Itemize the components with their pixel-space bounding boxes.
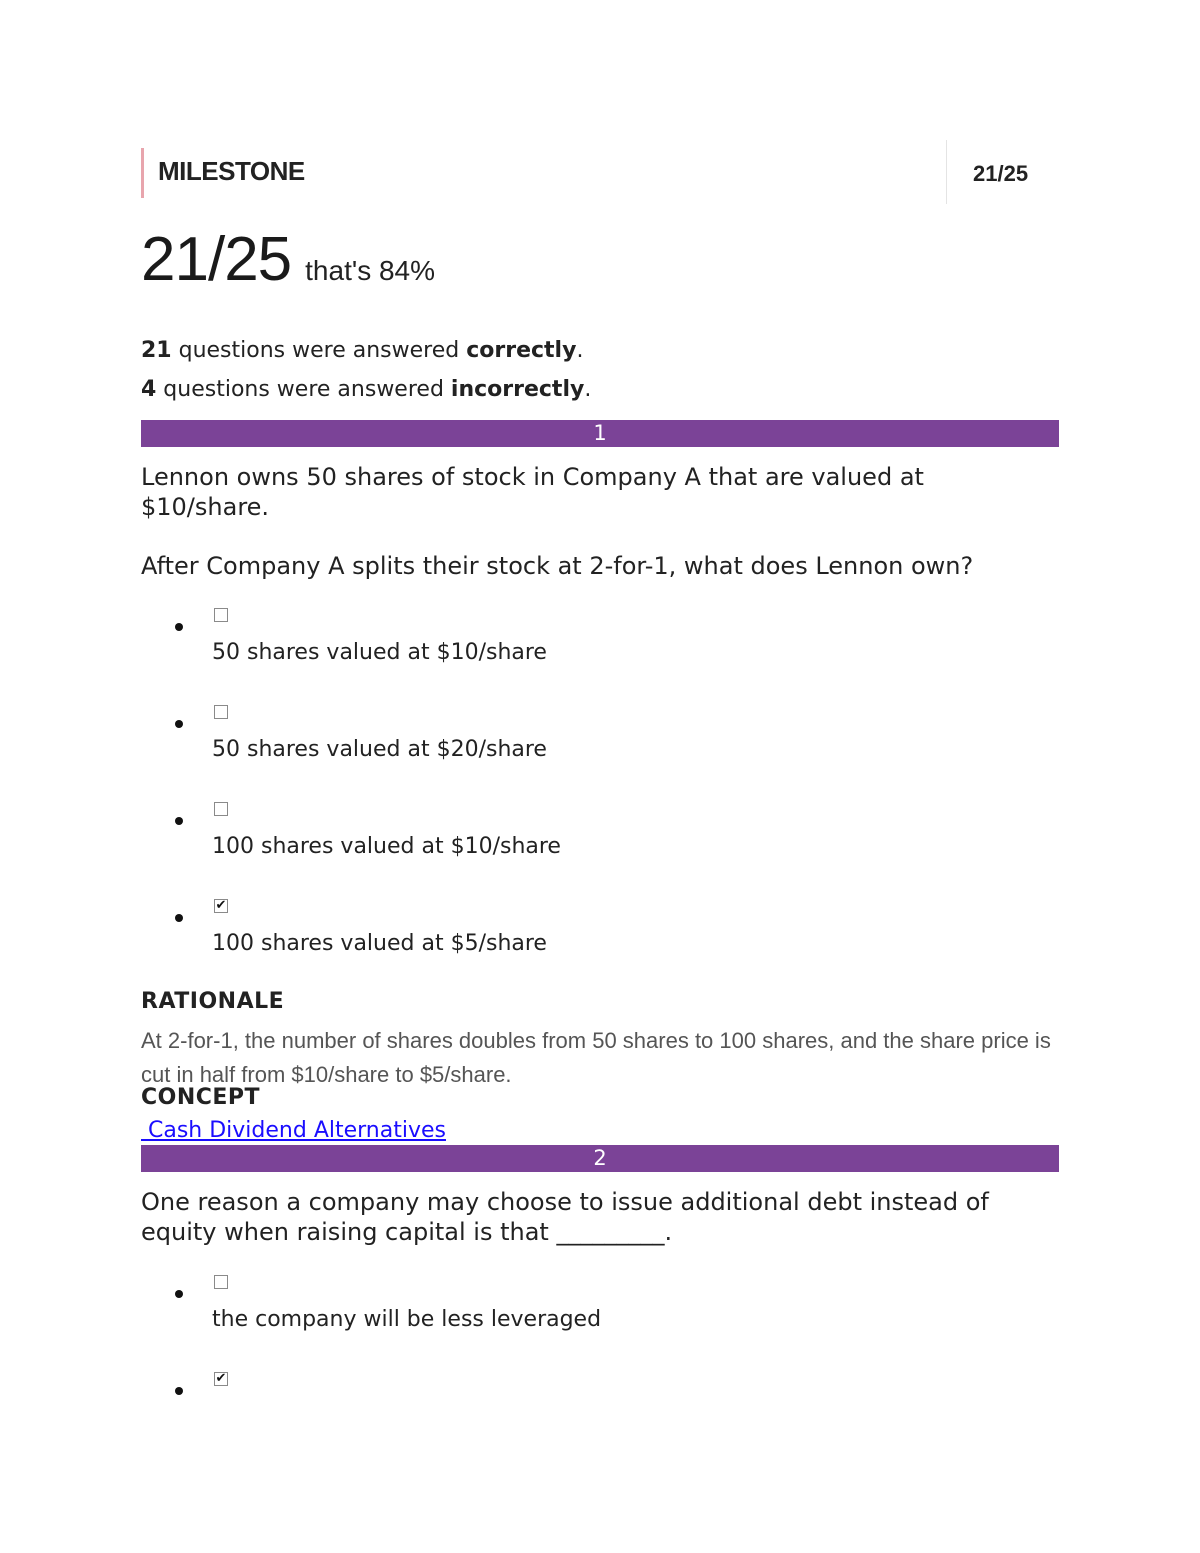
answer-checkbox[interactable]: [214, 802, 228, 816]
concept-link[interactable]: Cash Dividend Alternatives: [141, 1118, 446, 1143]
answer-option: [141, 603, 1059, 683]
question-followup: After Company A splits their stock at 2-for-1, what does Lennon own?: [141, 552, 974, 580]
bullet-dot: [175, 914, 183, 922]
bullet-dot: [175, 720, 183, 728]
score-fraction: 21/25: [141, 225, 292, 294]
answer-label: 100 shares valued at $10/share: [212, 834, 561, 859]
score-percent: that's 84%: [305, 255, 436, 286]
answer-checkbox-checked[interactable]: ✔: [215, 898, 227, 913]
milestone-title: MILESTONE: [158, 156, 305, 186]
milestone-header: [141, 140, 1059, 206]
bullet-dot: [175, 817, 183, 825]
answer-label: 50 shares valued at $20/share: [212, 737, 547, 762]
rationale-heading: RATIONALE: [141, 989, 285, 1014]
question-number-bar: 2: [141, 1145, 1059, 1172]
answer-option: [141, 1367, 1059, 1447]
incorrect-word: incorrectly: [450, 377, 585, 402]
incorrect-summary: [141, 377, 591, 402]
answer-option: [141, 894, 1059, 974]
concept-heading: CONCEPT: [141, 1085, 261, 1110]
header-divider: [946, 140, 947, 204]
score-summary: [141, 224, 435, 295]
correct-summary: [141, 338, 583, 363]
correct-period: .: [576, 338, 584, 363]
incorrect-count: 4: [141, 377, 157, 402]
answer-label: 100 shares valued at $5/share: [212, 931, 547, 956]
answer-checkbox[interactable]: [214, 705, 228, 719]
question-number-bar: 1: [141, 420, 1059, 447]
answer-option: [141, 700, 1059, 780]
answer-option: [141, 1270, 1059, 1350]
header-score: 21/25: [973, 161, 1029, 186]
rationale-text: At 2-for-1, the number of shares doubles from 50 shares to 100 shares, and the share price is cut in half from $10/share to $5/share.: [141, 1028, 1051, 1087]
bullet-dot: [175, 1290, 183, 1298]
incorrect-period: .: [584, 377, 592, 402]
question-text: Lennon owns 50 shares of stock in Company A that are valued at $10/share.: [141, 463, 924, 521]
question-text: One reason a company may choose to issue additional debt instead of equity when raising capital is that _________.: [141, 1188, 989, 1246]
answer-checkbox[interactable]: [214, 1275, 228, 1289]
answer-option: [141, 797, 1059, 877]
correct-word: correctly: [466, 338, 577, 363]
answer-label: 50 shares valued at $10/share: [212, 640, 547, 665]
correct-count: 21: [141, 338, 172, 363]
answer-label: the company will be less leveraged: [212, 1307, 602, 1332]
milestone-results-page: [141, 140, 1059, 1386]
header-accent-bar: [141, 148, 144, 198]
bullet-dot: [175, 623, 183, 631]
bullet-dot: [175, 1387, 183, 1395]
answer-checkbox[interactable]: [214, 608, 228, 622]
correct-text: questions were answered: [171, 338, 467, 363]
incorrect-text: questions were answered: [156, 377, 451, 402]
answer-checkbox-checked[interactable]: ✔: [215, 1371, 227, 1386]
